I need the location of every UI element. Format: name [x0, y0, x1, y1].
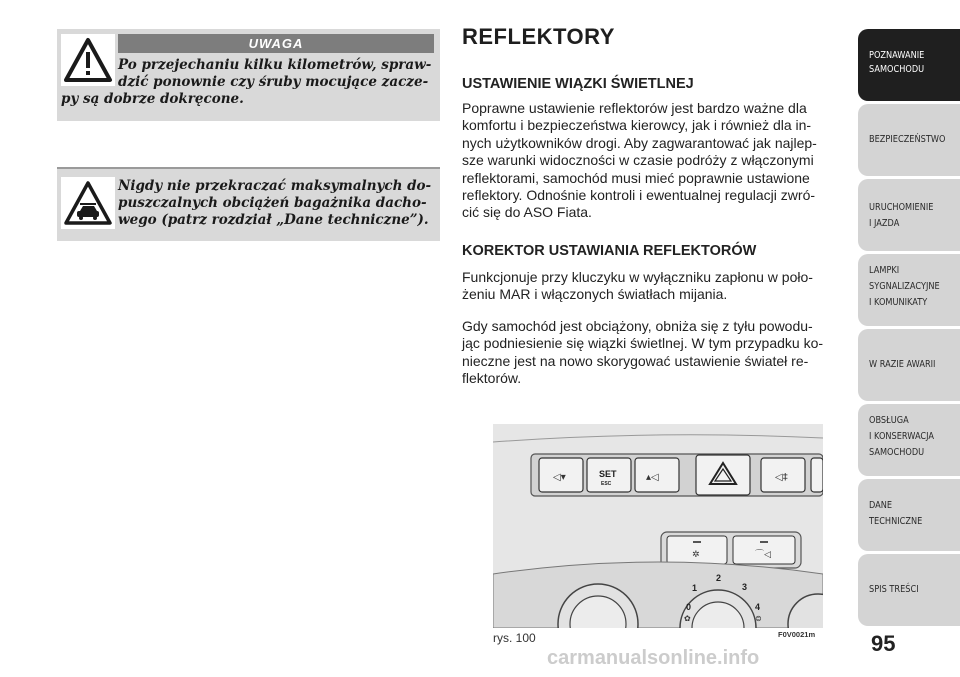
section2-paragraph1: [462, 269, 852, 304]
warning2-line3: wego (patrz rozdział „Dane techniczne”).: [118, 212, 429, 228]
tab-label: SPIS TREŚCI: [869, 584, 919, 595]
set-label: SET: [599, 469, 617, 479]
tab-obsluga-i-konserwacja[interactable]: [858, 404, 960, 476]
tab-label: SAMOCHODU: [869, 447, 925, 458]
tab-bezpieczenstwo[interactable]: [858, 104, 960, 176]
warning1-line1: Po przejechaniu kilku kilometrów, spraw-: [118, 57, 432, 73]
section1-heading: USTAWIENIE WIĄZKI ŚWIETLNEJ: [462, 76, 694, 92]
warning1-line3: py są dobrze dokręcone.: [61, 91, 244, 107]
dashboard-illustration: [493, 424, 823, 628]
car-caution-icon: [61, 177, 115, 229]
tab-label: DANE: [869, 500, 893, 511]
svg-text:⌒◁: ⌒◁: [755, 550, 771, 560]
text-line: Gdy samochód jest obciążony, obniża się z tyłu powodu-: [462, 318, 813, 334]
text-line: Poprawne ustawienie reflektorów jest bardzo ważne dla: [462, 100, 807, 116]
svg-text:▴◁: ▴◁: [646, 472, 659, 483]
tab-label: W RAZIE AWARII: [869, 359, 936, 370]
warning-triangle-icon: [61, 34, 115, 86]
svg-text:◁‡: ◁‡: [775, 472, 788, 483]
figure-caption: rys. 100: [493, 631, 536, 645]
warning2-line2: puszczalnych obciążeń bagażnika dacho-: [118, 195, 427, 211]
tab-label: SYGNALIZACYJNE: [869, 281, 940, 292]
section2-paragraph2: [462, 318, 852, 388]
hazard-button: [696, 455, 750, 495]
text-line: cić się do ASO Fiata.: [462, 204, 592, 221]
dial-number: 2: [716, 573, 722, 583]
tab-label: I KONSERWACJA: [869, 431, 935, 442]
tab-label: OBSŁUGA: [869, 415, 909, 426]
tab-label: BEZPIECZEŃSTWO: [869, 134, 946, 145]
tab-poznawanie-samochodu[interactable]: [858, 29, 960, 101]
tab-label: I KOMUNIKATY: [869, 297, 928, 308]
text-line: nych użytkowników drogi. Aby zagwarantować jak najlep-: [462, 134, 817, 151]
tab-label: I JAZDA: [869, 218, 900, 229]
tab-label: TECHNICZNE: [869, 516, 923, 527]
svg-text:✿: ✿: [684, 614, 691, 623]
watermark: carmanualsonline.info: [547, 647, 760, 669]
warning1-line2: dzić ponownie czy śruby mocujące zacze-: [118, 74, 429, 90]
warning2-line1: Nigdy nie przekraczać maksymalnych do-: [118, 178, 432, 194]
tab-w-razie-awarii[interactable]: [858, 329, 960, 401]
tab-label: SAMOCHODU: [869, 64, 925, 75]
text-line: komfortu i bezpieczeństwa kierowcy, jak i również dla in-: [462, 117, 812, 134]
dial-number: 3: [742, 582, 748, 592]
text-line: Funkcjonuje przy kluczyku w wyłączniku zapłonu w poło-: [462, 269, 813, 285]
text-line: żeniu MAR i włączonych światłach mijania.: [462, 286, 728, 303]
tab-spis-tresci[interactable]: [858, 554, 960, 626]
text-line: nieczne jest na nowo skorygować ustawienie świateł re-: [462, 352, 809, 369]
uwaga-label: UWAGA: [118, 34, 434, 53]
text-line: jąc podniesienie się wiązki świetlnej. W tym przypadku ko-: [462, 335, 824, 352]
dashboard-figure: [493, 424, 823, 628]
page-title: REFLEKTORY: [462, 24, 615, 49]
dial-number: 4: [755, 602, 761, 612]
svg-text:◁▾: ◁▾: [553, 472, 566, 483]
esc-label: ESC: [601, 481, 612, 487]
figure-code: F0V0021m: [778, 630, 816, 639]
dial-number: 0: [686, 602, 692, 612]
tab-uruchomienie-i-jazda[interactable]: [858, 179, 960, 251]
text-line: reflektory. Odnośnie kontroli i ewentualnej regulacji zwró-: [462, 187, 816, 204]
tab-label: POZNAWANIE: [869, 50, 925, 61]
svg-text:⊜: ⊜: [755, 614, 762, 623]
svg-text:✲: ✲: [692, 550, 700, 560]
page-number: 95: [871, 631, 896, 656]
text-line: reflektorami, samochód musi mieć poprawnie ustawione: [462, 169, 810, 186]
tab-label: LAMPKI: [869, 265, 900, 276]
tab-dane-techniczne[interactable]: [858, 479, 960, 551]
dial-number: 1: [692, 583, 698, 593]
tab-lampki-sygnalizacyjne[interactable]: [858, 254, 960, 326]
section2-heading: KOREKTOR USTAWIANIA REFLEKTORÓW: [462, 243, 757, 259]
tab-label: URUCHOMIENIE: [869, 202, 934, 213]
text-line: flektorów.: [462, 370, 522, 387]
section1-paragraph: [462, 100, 852, 222]
text-line: sze warunki widoczności w czasie podróży z włączonymi: [462, 152, 814, 169]
